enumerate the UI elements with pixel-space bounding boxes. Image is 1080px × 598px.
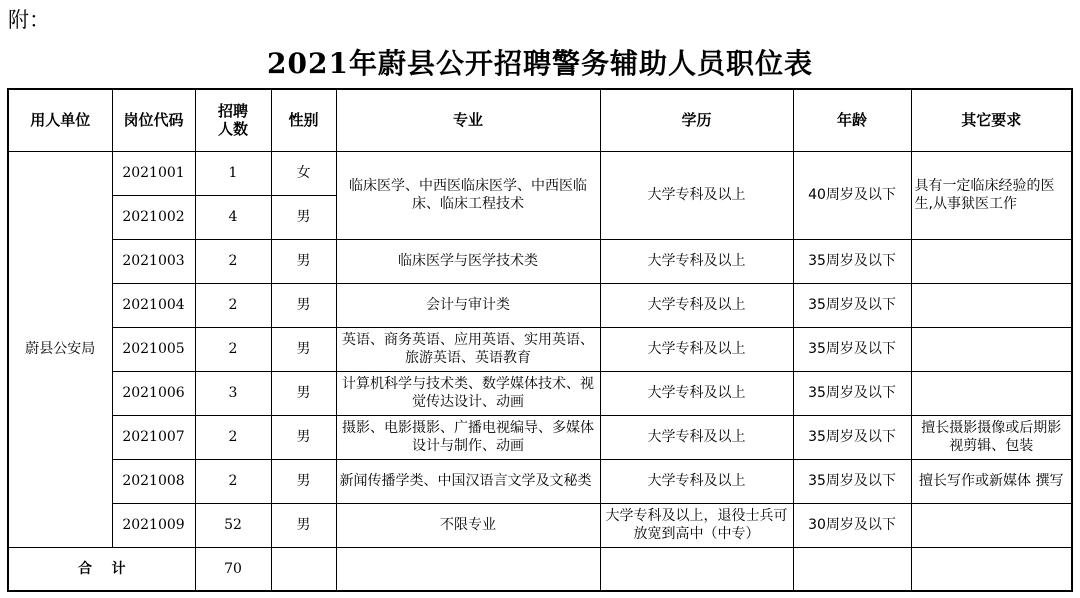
age-cell: 35周岁及以下: [793, 239, 911, 283]
count-cell: 4: [195, 195, 271, 239]
count-cell: 2: [195, 283, 271, 327]
major-cell: 摄影、电影摄影、广播电视编导、多媒体设计与制作、动画: [336, 415, 600, 459]
gender-cell: 男: [271, 459, 336, 503]
age-cell: 35周岁及以下: [793, 327, 911, 371]
header-other: 其它要求: [911, 89, 1072, 151]
major-cell: 新闻传播学类、中国汉语言文学及文秘类: [336, 459, 600, 503]
education-cell: 大学专科及以上: [600, 415, 793, 459]
count-cell: 2: [195, 327, 271, 371]
header-code: 岗位代码: [112, 89, 195, 151]
gender-cell: 男: [271, 415, 336, 459]
education-cell: 大学专科及以上: [600, 459, 793, 503]
gender-cell: 男: [271, 327, 336, 371]
other-cell: [911, 239, 1072, 283]
other-cell: [911, 327, 1072, 371]
total-row: [8, 547, 1072, 591]
header-count: 招聘人数: [195, 89, 271, 151]
education-cell: 大学专科及以上，退役士兵可放宽到高中（中专）: [600, 503, 793, 547]
other-cell: 擅长摄影摄像或后期影视剪辑、包装: [911, 415, 1072, 459]
count-cell: 2: [195, 415, 271, 459]
other-cell: 具有一定临床经验的医生,从事狱医工作: [911, 151, 1072, 239]
table-row: [8, 371, 1072, 415]
education-cell: 大学专科及以上: [600, 283, 793, 327]
age-cell: 35周岁及以下: [793, 371, 911, 415]
age-cell: 40周岁及以下: [793, 151, 911, 239]
table-row: [8, 327, 1072, 371]
header-unit: 用人单位: [8, 89, 112, 151]
empty-cell: [793, 547, 911, 591]
header-major: 专业: [336, 89, 600, 151]
education-cell: 大学专科及以上: [600, 151, 793, 239]
major-cell: 临床医学、中西医临床医学、中西医临床、临床工程技术: [336, 151, 600, 239]
major-cell: 临床医学与医学技术类: [336, 239, 600, 283]
code-cell: 2021002: [112, 195, 195, 239]
other-cell: 擅长写作或新媒体 撰写: [911, 459, 1072, 503]
count-cell: 2: [195, 459, 271, 503]
empty-cell: [600, 547, 793, 591]
gender-cell: 男: [271, 239, 336, 283]
table-row: [8, 239, 1072, 283]
table-row: [8, 503, 1072, 547]
table-row: [8, 151, 1072, 195]
page-title: 2021年蔚县公开招聘警务辅助人员职位表: [267, 47, 813, 80]
count-cell: 52: [195, 503, 271, 547]
education-cell: 大学专科及以上: [600, 327, 793, 371]
gender-cell: 男: [271, 283, 336, 327]
count-cell: 1: [195, 151, 271, 195]
education-cell: 大学专科及以上: [600, 239, 793, 283]
other-cell: [911, 371, 1072, 415]
gender-cell: 男: [271, 503, 336, 547]
gender-cell: 男: [271, 371, 336, 415]
major-cell: 会计与审计类: [336, 283, 600, 327]
header-education: 学历: [600, 89, 793, 151]
header-gender: 性别: [271, 89, 336, 151]
code-cell: 2021005: [112, 327, 195, 371]
code-cell: 2021006: [112, 371, 195, 415]
table-row: [8, 415, 1072, 459]
age-cell: 35周岁及以下: [793, 415, 911, 459]
header-row: [8, 89, 1072, 151]
code-cell: 2021001: [112, 151, 195, 195]
attachment-note: 附：: [8, 8, 50, 32]
gender-cell: 男: [271, 195, 336, 239]
unit-cell: 蔚县公安局: [8, 151, 112, 547]
code-cell: 2021003: [112, 239, 195, 283]
empty-cell: [336, 547, 600, 591]
education-cell: 大学专科及以上: [600, 371, 793, 415]
major-cell: 英语、商务英语、应用英语、实用英语、旅游英语、英语教育: [336, 327, 600, 371]
empty-cell: [271, 547, 336, 591]
count-cell: 2: [195, 239, 271, 283]
code-cell: 2021004: [112, 283, 195, 327]
major-cell: 计算机科学与技术类、数学媒体技术、视觉传达设计、动画: [336, 371, 600, 415]
code-cell: 2021007: [112, 415, 195, 459]
age-cell: 35周岁及以下: [793, 283, 911, 327]
age-cell: 30周岁及以下: [793, 503, 911, 547]
table-row: [8, 459, 1072, 503]
gender-cell: 女: [271, 151, 336, 195]
position-table: [7, 88, 1073, 592]
total-label: 合 计: [8, 547, 195, 591]
code-cell: 2021009: [112, 503, 195, 547]
table-row: [8, 283, 1072, 327]
other-cell: [911, 283, 1072, 327]
total-count: 70: [195, 547, 271, 591]
header-age: 年龄: [793, 89, 911, 151]
empty-cell: [911, 547, 1072, 591]
code-cell: 2021008: [112, 459, 195, 503]
major-cell: 不限专业: [336, 503, 600, 547]
other-cell: [911, 503, 1072, 547]
count-cell: 3: [195, 371, 271, 415]
age-cell: 35周岁及以下: [793, 459, 911, 503]
